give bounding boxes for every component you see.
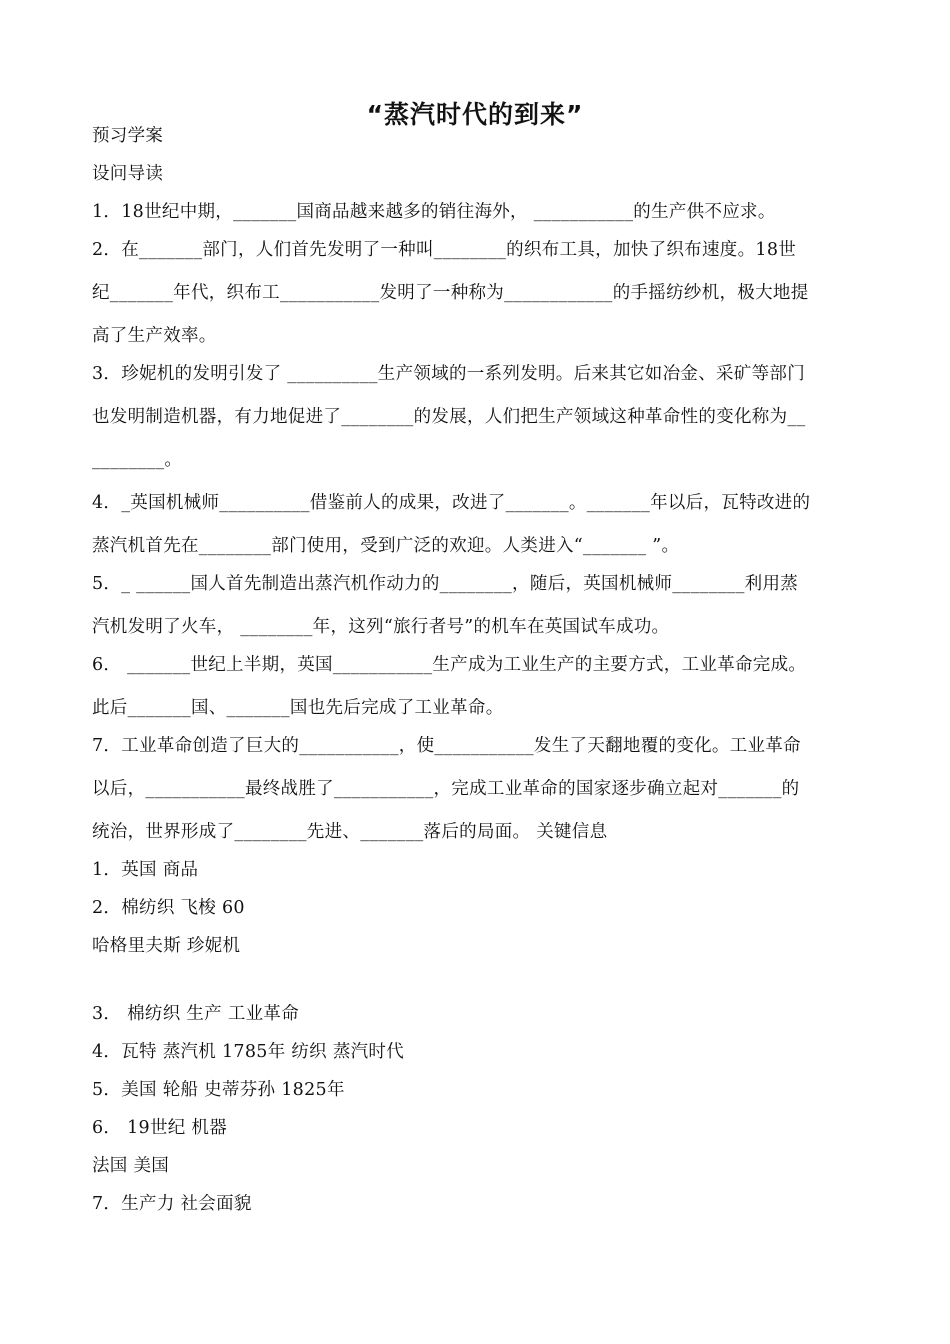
question-1: 1．18世纪中期，_______国商品越来越多的销往海外， ___________的生产供不应求。 <box>92 202 776 222</box>
page-title: “蒸汽时代的到来” <box>366 100 584 129</box>
answer-5: 5．美国 轮船 史蒂芬孙 1825年 <box>92 1080 345 1100</box>
answer-2-line-1: 2．棉纺织 飞梭 60 <box>92 898 245 918</box>
answer-6-line-2: 法国 美国 <box>92 1156 170 1176</box>
question-2-line-1: 2．在_______部门，人们首先发明了一种叫________的织布工具，加快了织布速度。18世 <box>92 240 797 260</box>
answer-6-line-1: 6． 19世纪 机器 <box>92 1118 228 1138</box>
worksheet-content <box>92 124 862 1216</box>
section-preview-heading: 预习学案 <box>92 126 164 146</box>
question-5-line-1: 5．_ ______国人首先制造出蒸汽机作动力的________，随后，英国机械师________利用蒸 <box>92 574 799 594</box>
answer-3: 3． 棉纺织 生产 工业革命 <box>92 1004 300 1024</box>
question-4-line-1: 4．_英国机械师__________借鉴前人的成果，改进了_______。_______年以后，瓦特改进的 <box>92 493 811 513</box>
question-6-line-2: 此后_______国、_______国也先后完成了工业革命。 <box>92 698 504 718</box>
answer-4: 4．瓦特 蒸汽机 1785年 纺织 蒸汽时代 <box>92 1042 405 1062</box>
question-6-line-1: 6． _______世纪上半期，英国___________生产成为工业生产的主要方式，工业革命完成。 <box>92 655 807 675</box>
question-2-line-2: 纪_______年代，织布工___________发明了一种称为____________的手摇纺纱机，极大地提 <box>92 283 809 303</box>
question-2-line-3: 高了生产效率。 <box>92 326 217 346</box>
question-3-line-1: 3．珍妮机的发明引发了 __________生产领域的一系列发明。后来其它如冶金、采矿等部门 <box>92 364 805 384</box>
question-3-line-3: ________。 <box>92 450 183 470</box>
answer-2-line-2: 哈格里夫斯 珍妮机 <box>92 936 241 956</box>
question-3-line-2: 也发明制造机器，有力地促进了________的发展，人们把生产领域这种革命性的变化称为__ <box>92 407 806 427</box>
question-7-line-3: 统治，世界形成了________先进、_______落后的局面。 关键信息 <box>92 822 608 842</box>
question-7-line-1: 7．工业革命创造了巨大的___________，使___________发生了天翻地覆的变化。工业革命 <box>92 736 801 756</box>
question-5-line-2: 汽机发明了火车， ________年，这列“旅行者号”的机车在英国试车成功。 <box>92 617 670 637</box>
question-7-line-2: 以后，___________最终战胜了___________，完成工业革命的国家逐步确立起对_______的 <box>92 779 800 799</box>
section-questions-heading: 设问导读 <box>92 164 164 184</box>
answer-7: 7．生产力 社会面貌 <box>92 1194 252 1214</box>
answer-1: 1．英国 商品 <box>92 860 199 880</box>
question-4-line-2: 蒸汽机首先在________部门使用，受到广泛的欢迎。人类进入“_______ ”。 <box>92 536 680 556</box>
